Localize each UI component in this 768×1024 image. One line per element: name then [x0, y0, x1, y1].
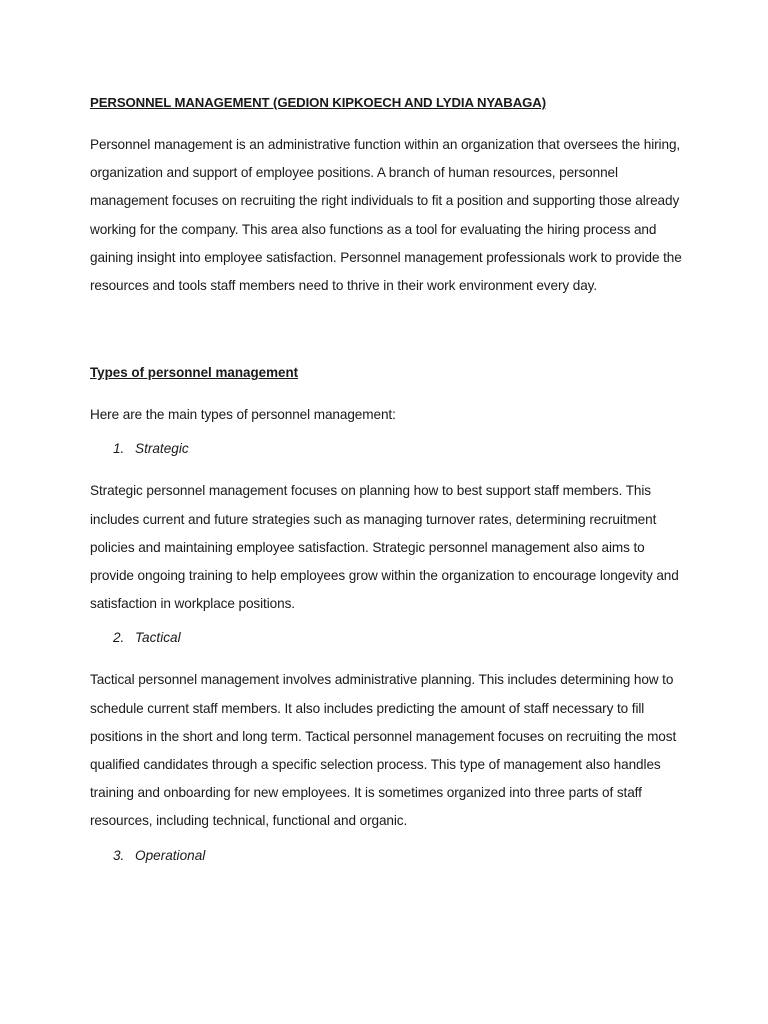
list-item-tactical	[90, 629, 686, 647]
intro-paragraph: Personnel management is an administrative function within an organization that oversees the hiring, organization and support of employee positions. A branch of human resources, personnel management focuses on recruiting the right individuals to fit a position and supporting those already working for the company. This area also functions as a tool for evaluating the hiring process and gaining insight into employee satisfaction. Personnel management professionals work to provide the resources and tools staff members need to thrive in their work environment every day.	[90, 137, 682, 294]
list-item-label: Operational	[135, 847, 206, 863]
tactical-paragraph: Tactical personnel management involves administrative planning. This includes determining how to schedule current staff members. It also includes predicting the amount of staff necessary to fill positions in the short and long term. Tactical personnel management focuses on recruiting the most qualified candidates through a specific selection process. This type of management also handles training and onboarding for new employees. It is sometimes organized into three parts of staff resources, including technical, functional and organic.	[90, 672, 677, 829]
strategic-paragraph: Strategic personnel management focuses on planning how to best support staff members. This includes current and future strategies such as managing turnover rates, determining recruitment policies and maintaining employee satisfaction. Strategic personnel management also aims to provide ongoing training to help employees grow within the organization to encourage longevity and satisfaction in workplace positions.	[90, 483, 679, 612]
list-item-label: Strategic	[135, 441, 189, 457]
document-title: PERSONNEL MANAGEMENT (GEDION KIPKOECH AND LYDIA NYABAGA)	[90, 95, 546, 110]
document-body	[90, 94, 686, 865]
types-heading: Types of personnel management	[90, 365, 299, 381]
list-item-number: 1.	[113, 441, 125, 457]
types-intro: Here are the main types of personnel management:	[90, 407, 396, 423]
list-item-number: 2.	[113, 630, 125, 646]
list-item-operational	[90, 847, 686, 865]
list-item-label: Tactical	[135, 630, 181, 646]
list-item-number: 3.	[113, 847, 125, 863]
list-item-strategic	[90, 440, 686, 458]
